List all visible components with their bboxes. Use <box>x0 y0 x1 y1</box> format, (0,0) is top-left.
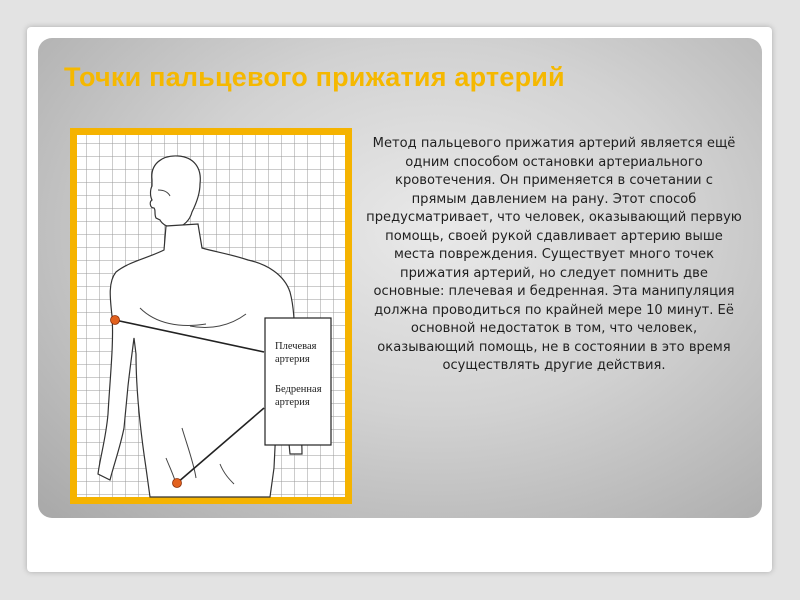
artery-pressure-points-illustration <box>70 128 352 504</box>
brachial-label-line-2: артерия <box>275 354 310 365</box>
body-paragraph: Метод пальцевого прижатия артерий является ещё одним способом остановки артериального кровотечения. Он применяется в сочетании с прямым давлением на рану. Этот способ предусматривает, что человек, оказывающий первую помощь, своей рукой сдавливает артерию выше места повреждения. Существует много точек прижатия артерий, но следует помнить две основные: плечевая и бедренная. Эта манипуляция должна проводиться по крайней мере 10 минут. Её основной недостаток в том, что человек, оказывающий помощь, не в состоянии в это время осуществлять другие действия. <box>366 136 742 373</box>
femoral-artery-label <box>275 383 322 409</box>
femoral-pressure-point <box>173 479 182 488</box>
slide-title: Точки пальцевого прижатия артерий <box>64 62 565 92</box>
brachial-pressure-point <box>111 316 120 325</box>
legend-box <box>265 318 331 445</box>
brachial-label-line-1: Плечевая <box>275 341 317 352</box>
body-diagram <box>70 128 352 504</box>
femoral-label-line-2: артерия <box>275 397 310 408</box>
brachial-artery-label <box>275 340 316 366</box>
femoral-label-line-1: Бедренная <box>275 384 322 395</box>
